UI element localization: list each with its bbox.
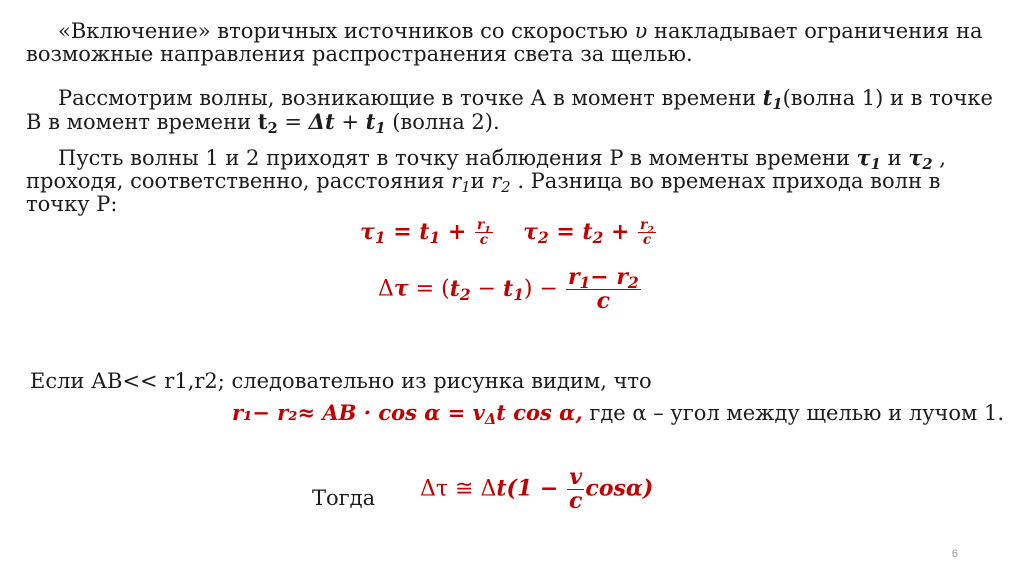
eq1-plus-2: +: [603, 218, 638, 245]
p3-tau1: [856, 145, 881, 173]
eq2-frac-den: c: [596, 288, 610, 315]
eq2-t2: [450, 276, 471, 302]
eq1-frac1-den: c: [479, 232, 489, 249]
p2-text-b: (волна 1) и в точке В в момент времени: [26, 86, 993, 134]
p3-tau1-sub: 1: [870, 156, 881, 173]
p2-t2-sub: 2: [267, 120, 278, 137]
eq1-frac2-r: r: [640, 217, 648, 233]
p3-r1-sub: 1: [461, 179, 471, 196]
p2-text-a: Рассмотрим волны, возникающие в точке А в момент времени: [58, 86, 763, 110]
p2-t1-letter: t: [762, 85, 773, 110]
page-number: 6: [951, 548, 958, 560]
eq1-plus-1: +: [440, 218, 474, 245]
eq1-equals-1: =: [385, 218, 420, 245]
p3-text-c: . Разница во временах прихода волн в точку Р:: [26, 169, 941, 216]
eq1-frac2-num: [638, 217, 656, 236]
final-paren: (1 −: [506, 475, 567, 502]
eq2-t2-letter: t: [449, 275, 460, 302]
p2-equals: =: [277, 110, 309, 134]
paragraph-arrival: [26, 146, 1006, 216]
p2-t1b-sub: 1: [375, 120, 386, 137]
eq1-frac2-den: c: [642, 232, 652, 249]
paragraph-waves: [26, 85, 1006, 137]
eq3-formula-tail: t cos α,: [496, 400, 583, 425]
p2-text-c: (волна 2).: [385, 110, 500, 134]
eq1-fraction-r2-c: [638, 218, 656, 248]
eq3-formula-main: r₁− r₂≈ AB · cos α = v: [232, 400, 485, 425]
p3-r1-letter: r: [451, 169, 462, 193]
p1-velocity-symbol: υ: [634, 19, 648, 43]
equation-path-difference: [232, 400, 1005, 428]
p2-t1b-letter: t: [365, 109, 376, 134]
eq3-formula: [232, 400, 583, 428]
final-lhs: Δτ ≅ Δ: [420, 476, 497, 502]
p2-t1-symbol: [762, 85, 783, 113]
eq2-t1: [503, 276, 524, 302]
p3-and2: и: [470, 169, 492, 193]
paragraph-if-ab: [30, 370, 1010, 393]
equation-tau-definitions: [360, 218, 657, 248]
eq1-tau2-letter: τ: [523, 218, 538, 245]
p3-tau2-sub: 2: [922, 156, 933, 173]
eq1-tau2-sub: 2: [537, 228, 549, 247]
eq2-t1-letter: t: [503, 275, 514, 302]
final-cos: cosα: [585, 475, 643, 502]
p3-r2-sub: 2: [501, 179, 511, 196]
eq3-sub-delta: Δ: [484, 411, 497, 428]
eq2-t2-sub: 2: [459, 285, 471, 304]
p3-text-a: Пусть волны 1 и 2 приходят в точку наблюдения Р в моменты времени: [58, 146, 857, 170]
eq1-fraction-r1-c: [475, 218, 493, 248]
final-close: ): [642, 475, 654, 502]
eq2-close: ) −: [523, 276, 565, 302]
eq2-num-minus: −: [590, 264, 617, 290]
eq2-r1-sub: 1: [579, 274, 591, 292]
eq1-t1-sub: 1: [429, 228, 441, 247]
p3-tau1-letter: τ: [856, 145, 871, 170]
eq1-t2-letter: t: [582, 218, 593, 245]
p2-t2-letter: t: [257, 109, 268, 134]
eq2-r1-letter: r: [567, 264, 580, 290]
eq2-tau: τ: [393, 275, 409, 302]
final-frac-den: c: [569, 488, 583, 515]
p2-t2-symbol: [257, 109, 278, 137]
eq1-frac1-num: [475, 217, 493, 236]
p2-t1b-symbol: [365, 109, 386, 137]
p2-delta-t: Δt: [308, 109, 335, 134]
label-then: [312, 486, 375, 510]
p3-r2: [491, 169, 511, 196]
eq2-r2-sub: 2: [627, 274, 639, 292]
p2-plus: +: [334, 110, 366, 134]
final-frac-num: v: [567, 466, 584, 490]
eq2-t1-sub: 1: [513, 285, 524, 304]
eq3-description: где α – угол между щелью и лучом 1.: [582, 401, 1005, 425]
eq1-tau1-letter: τ: [360, 218, 375, 245]
p3-r1: [451, 169, 471, 196]
p3-and: и: [880, 146, 909, 170]
eq2-r2-letter: r: [616, 264, 628, 290]
eq1-tau1-sub: 1: [374, 228, 386, 247]
eq2-minus: −: [470, 276, 504, 302]
p3-text-b: , проходя, соответственно, расстояния: [26, 146, 946, 193]
p4-text: Если АВ<< r1,r2; следовательно из рисунка видим, что: [30, 369, 652, 393]
p1-text-b: накладывает ограничения на возможные направления распространения света за щелью.: [26, 19, 983, 66]
eq1-t2-sub: 2: [592, 228, 604, 247]
equation-final: [420, 466, 653, 513]
final-t: t: [496, 475, 507, 502]
eq1-t1-letter: t: [419, 218, 430, 245]
eq1-frac1-sub: 1: [484, 225, 491, 236]
p2-t1-sub: 1: [772, 96, 783, 113]
equation-delta-tau: [378, 266, 642, 313]
p3-tau2: [908, 145, 933, 173]
eq1-frac1-r: r: [476, 217, 485, 233]
eq2-fraction: [566, 266, 641, 313]
final-fraction: [567, 466, 584, 513]
p1-text-a: «Включение» вторичных источников со скоростью: [58, 19, 635, 43]
eq2-frac-num: [566, 266, 641, 290]
eq1-equals-2: =: [548, 218, 583, 245]
eq2-open: = (: [408, 276, 450, 302]
p3-tau2-letter: τ: [908, 145, 923, 170]
final-label: Тогда: [312, 486, 376, 510]
eq2-delta: Δ: [378, 276, 394, 302]
eq1-frac2-sub: 2: [647, 225, 654, 236]
paragraph-secondary-sources: [26, 20, 1006, 66]
p3-r2-letter: r: [491, 169, 502, 193]
